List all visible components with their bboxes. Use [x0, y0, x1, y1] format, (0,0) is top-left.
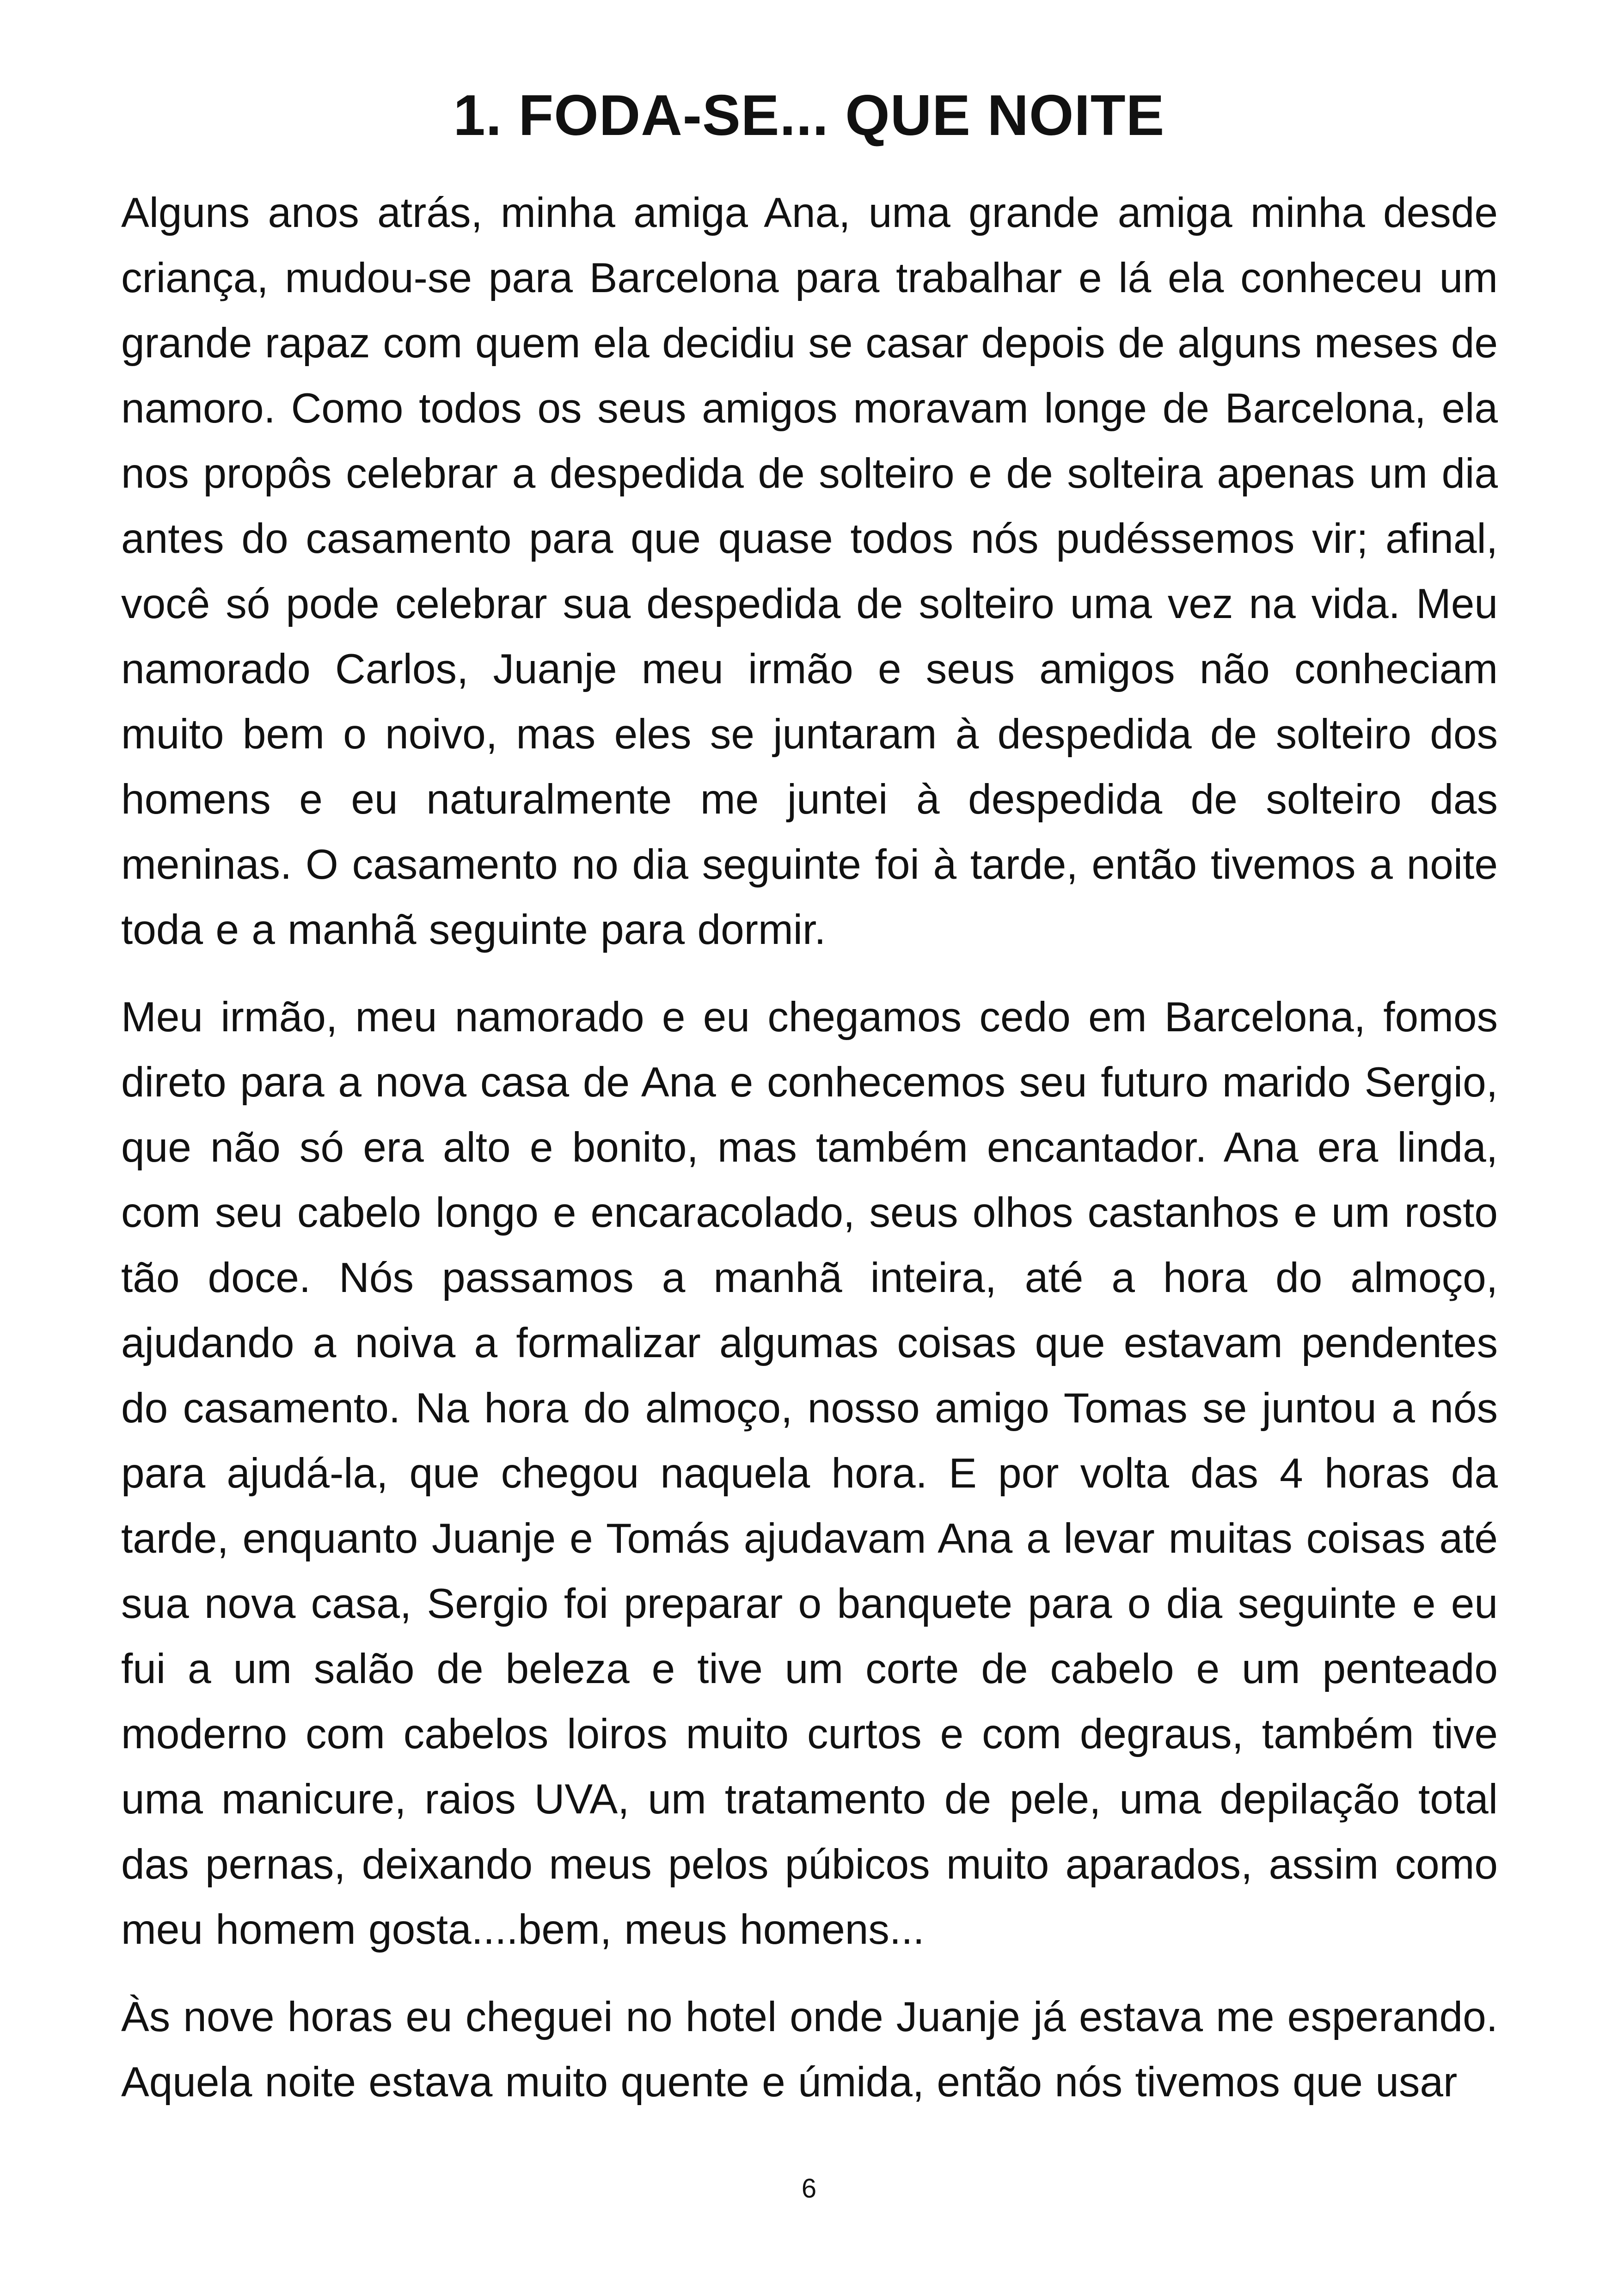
page-number: 6 — [801, 2174, 817, 2204]
body-text — [121, 180, 1498, 2137]
paragraph-3: Às nove horas eu cheguei no hotel onde Juanje já estava me esperando. Aquela noite estava muito quente e úmida, então nós tivemos que usar — [121, 1994, 1498, 2106]
chapter-title-text: FODA-SE... QUE NOITE — [518, 84, 1165, 147]
chapter-number: 1. — [453, 84, 503, 147]
chapter-title — [0, 81, 1618, 150]
paragraph-2: Meu irmão, meu namorado e eu chegamos cedo em Barcelona, fomos direto para a nova casa de Ana e conhecemos seu futuro marido Sergio, que não só era alto e bonito, mas também encantador. Ana era linda, com seu cabelo longo e encaracolado, seus olhos castanhos e um rosto tão doce. Nós passamos a manhã inteira, até a hora do almoço, ajudando a noiva a formalizar algumas coisas que estavam pendentes do casamento. Na hora do almoço, nosso amigo Tomas se juntou a nós para ajudá-la, que chegou naquela hora. E por volta das 4 horas da tarde, enquanto Juanje e Tomás ajudavam Ana a levar muitas coisas até sua nova casa, Sergio foi preparar o banquete para o dia seguinte e eu fui a um salão de beleza e tive um corte de cabelo e um penteado moderno com cabelos loiros muito curtos e com degraus, também tive uma manicure, raios UVA, um tratamento de pele, uma depilação total das pernas, deixando meus pelos púbicos muito aparados, assim como meu homem gosta....bem, meus homens... — [121, 994, 1498, 1953]
paragraph-1: Alguns anos atrás, minha amiga Ana, uma grande amiga minha desde criança, mudou-se para Barcelona para trabalhar e lá ela conheceu um grande rapaz com quem ela decidiu se casar depois de alguns meses de namoro. Como todos os seus amigos moravam longe de Barcelona, ela nos propôs celebrar a despedida de solteiro e de solteira apenas um dia antes do casamento para que quase todos nós pudéssemos vir; afinal, você só pode celebrar sua despedida de solteiro uma vez na vida. Meu namorado Carlos, Juanje meu irmão e seus amigos não conheciam muito bem o noivo, mas eles se juntaram à despedida de solteiro dos homens e eu naturalmente me juntei à despedida de solteiro das meninas. O casamento no dia seguinte foi à tarde, então tivemos a noite toda e a manhã seguinte para dormir. — [121, 190, 1498, 953]
